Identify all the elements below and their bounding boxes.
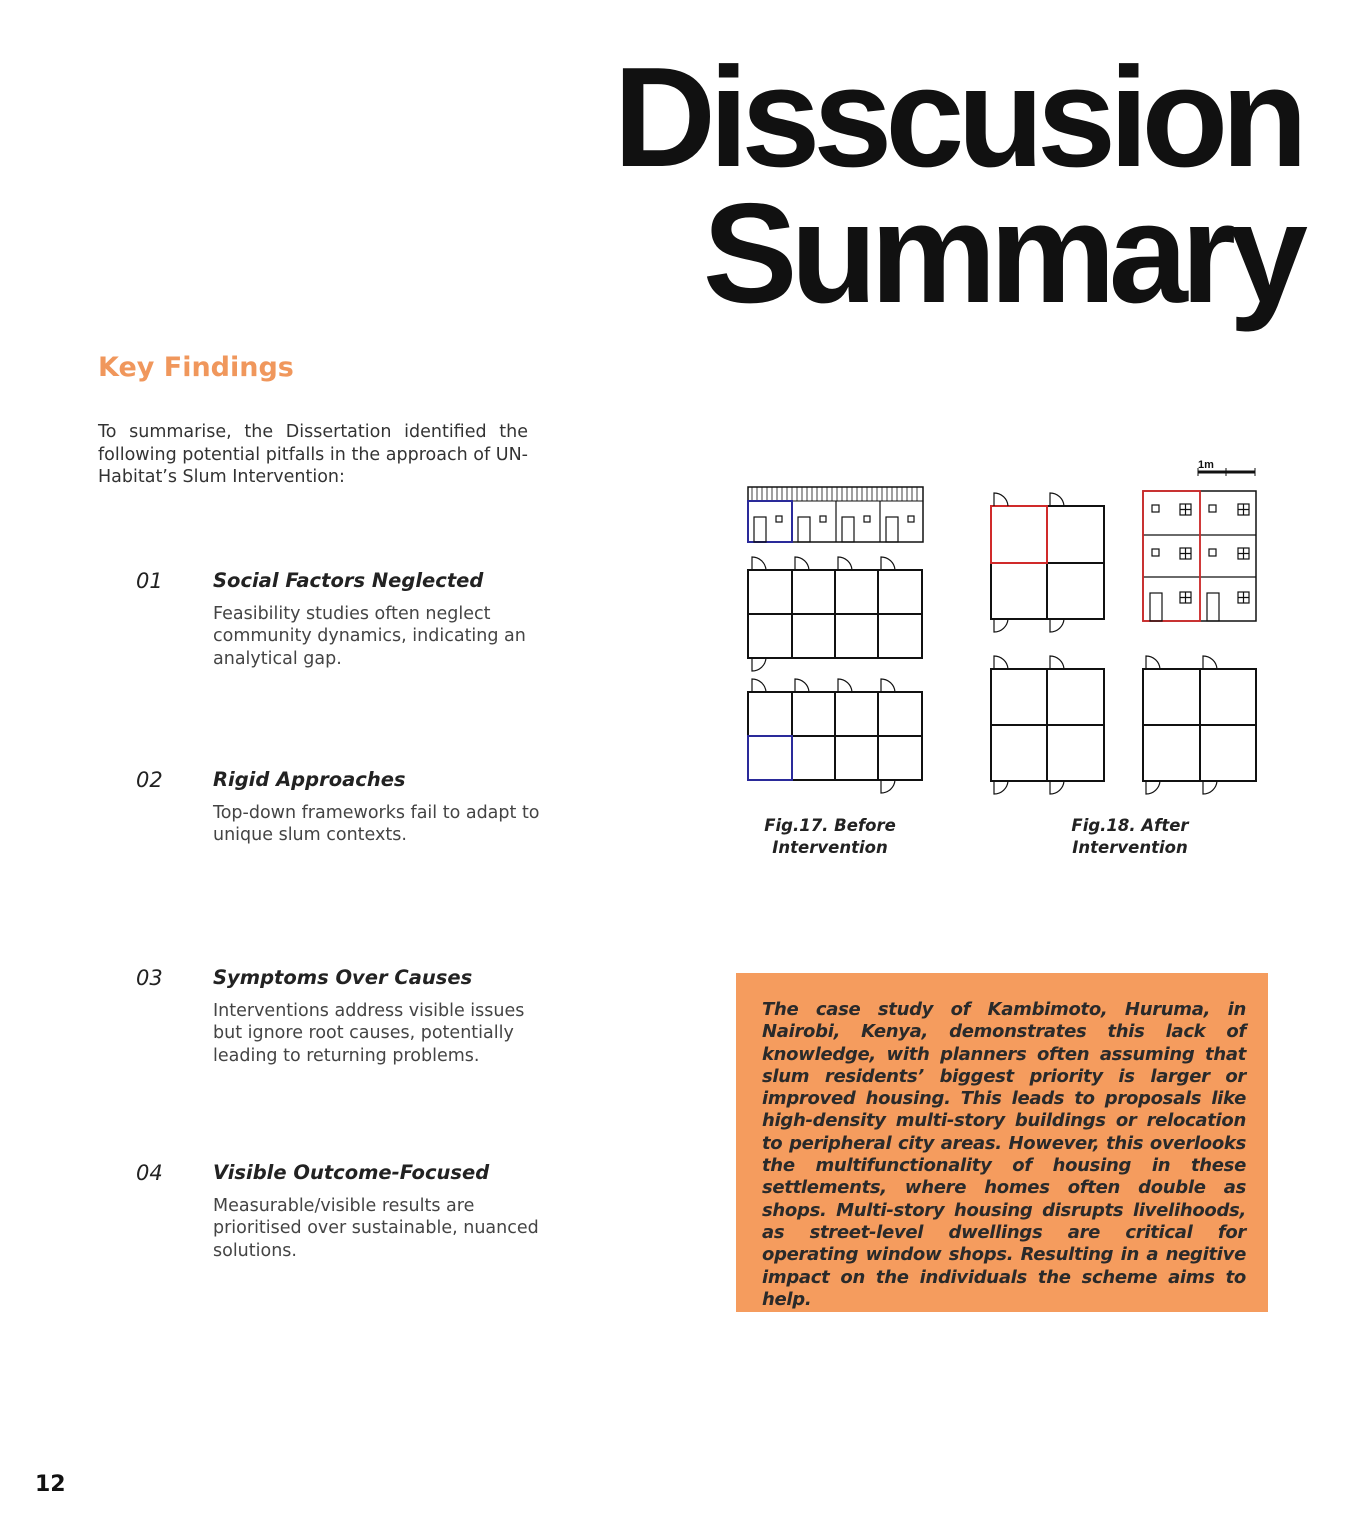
page-number: 12 [35,1472,66,1497]
finding-number: 03 [136,966,163,990]
page-title [613,38,1301,333]
finding-body: Interventions address visible issues but ignore root causes, potentially leading to returning problems. [213,1001,525,1066]
before-intervention-plan [748,487,923,793]
figure-17-caption: Fig.17. Before Intervention [764,816,896,857]
finding-title: Rigid Approaches [213,768,406,791]
intervention-figures [740,455,1270,865]
after-intervention-plan [991,468,1256,794]
finding-body: Measurable/visible results are prioritised over sustainable, nuanced solutions. [213,1196,539,1261]
finding-title: Visible Outcome-Focused [213,1161,490,1184]
finding-title: Social Factors Neglected [213,569,484,592]
scale-label: 1m [1198,459,1214,471]
finding-number: 02 [136,768,163,792]
title-line-1: Disscusion [613,38,1301,197]
finding-number: 01 [136,569,163,593]
finding-body: Top-down frameworks fail to adapt to unique slum contexts. [213,803,540,846]
key-findings-heading: Key Findings [98,352,294,383]
housing-plans-drawing [740,455,1270,805]
key-findings-intro: To summarise, the Dissertation identified the following potential pitfalls in the approach of UN-Habitat’s Slum Intervention: [98,422,528,487]
title-line-2: Summary [702,174,1301,333]
figure-18-caption: Fig.18. After Intervention [1071,816,1189,857]
finding-number: 04 [136,1161,163,1185]
case-study-text: The case study of Kambimoto, Huruma, in Nairobi, Kenya, demonstrates this lack of knowledge, with planners often assuming that slum residents’ biggest priority is larger or improved housing. This leads to proposals like high-density multi-story buildings or relocation to peripheral city areas. However, this overlooks the multifunctionality of housing in these settlements, where homes often double as shops. Multi-story housing disrupts livelihoods, as street-level dwellings are critical for operating window shops. Resulting in a negitive impact on the individuals the scheme aims to help. [762,999,1246,1310]
finding-title: Symptoms Over Causes [213,966,473,989]
case-study-callout [736,973,1268,1312]
finding-body: Feasibility studies often neglect community dynamics, indicating an analytical gap. [213,604,526,669]
